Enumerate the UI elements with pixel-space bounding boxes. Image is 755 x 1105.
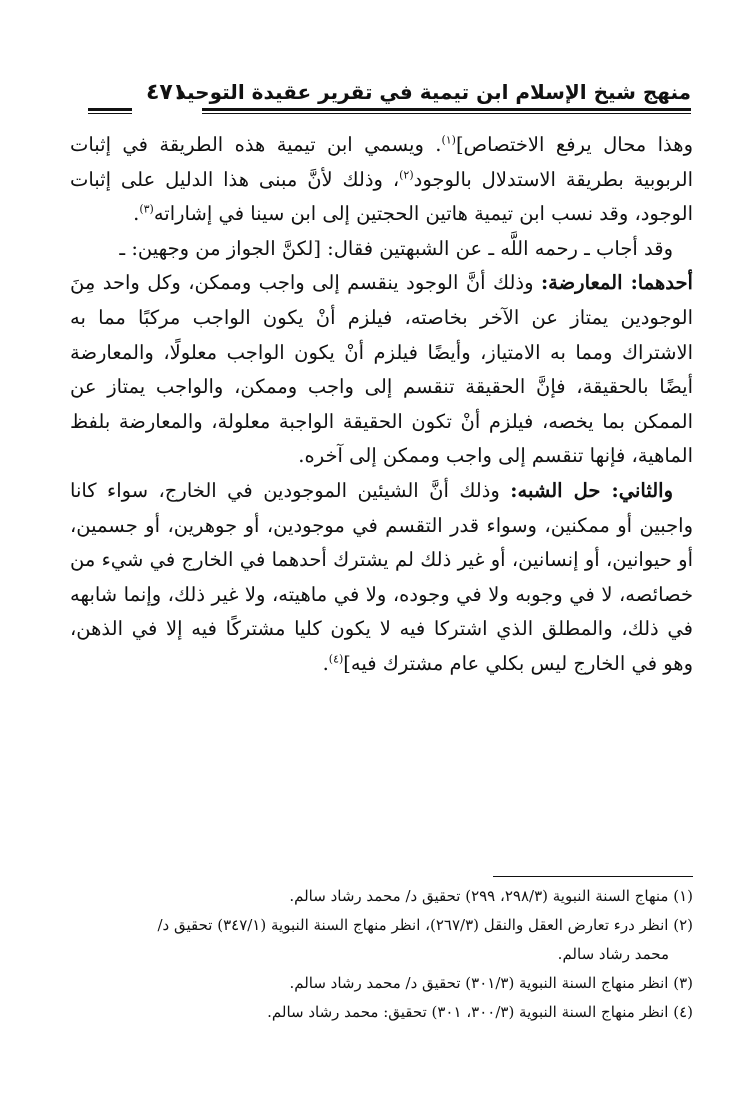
body-text [70,128,693,682]
footnote-2: (٢) انظر درء تعارض العقل والنقل (٢٦٧/٣)، انظر منهاج السنة النبوية (٣٤٧/١) تحقيق د/ [157,916,693,934]
paragraph-4-end: . [322,651,329,675]
paragraph-4 [70,474,693,682]
footnote-ref-2: (٢) [399,168,414,182]
running-header [88,80,691,120]
footnote-3: (٣) انظر منهاج السنة النبوية (٣٠١/٣) تحقيق د/ محمد رشاد سالم. [289,974,693,992]
footnote-ref-3: (٣) [139,202,154,216]
paragraph-3-lead: أحدهما: المعارضة: [540,271,693,295]
footnote-separator [493,876,693,877]
page-number: ٤٧١ [146,80,187,105]
footnote-ref-1: (١) [441,133,456,147]
footnote-1: (١) منهاج السنة النبوية (٢٩٨/٣، ٢٩٩) تحقيق د/ محمد رشاد سالم. [289,887,693,905]
footnote-2-continuation: محمد رشاد سالم. [557,945,669,963]
paragraph-1-text-2: . ويسمي ابن تيمية هذه الطريقة في إثبات الربوبية بطريقة الاستدلال بالوجود [70,133,693,191]
paragraph-3 [70,266,693,474]
paragraph-1-text-4: . [133,202,140,226]
header-title: منهج شيخ الإسلام ابن تيمية في تقرير عقيدة التوحيد [175,80,691,104]
header-rule-gap [132,105,202,117]
paragraph-1 [70,128,693,232]
footnote-4: (٤) انظر منهاج السنة النبوية (٣٠٠/٣، ٣٠١) تحقيق: محمد رشاد سالم. [267,1003,693,1021]
paragraph-3-text: وذلك أنَّ الوجود ينقسم إلى واجب وممكن، وكل واحد مِنَ الوجودين يمتاز عن الآخر بخاصته، فيلزم أنْ يكون الواجب مركبًا مما به الاشتراك ومما به الامتياز، وأيضًا فيلزم أنْ يكون الواجب معلولًا، والمعارضة أيضًا بالحقيقة، فإنَّ الحقيقة تنقسم إلى واجب وممكن، والواجب يمتاز عن الممكن بما يخصه، فيلزم أنْ تكون الحقيقة الواجبة معلولة، والمعارضة بلفظ الماهية، فإنها تنقسم إلى واجب وممكن إلى آخره. [70,271,693,468]
paragraph-1-text-3: ، وذلك لأنَّ مبنى هذا الدليل على إثبات الوجود، وقد نسب ابن تيمية هاتين الحجتين إلى ابن سينا في إشاراته [70,167,693,226]
paragraph-2: وقد أجاب ـ رحمه اللَّه ـ عن الشبهتين فقال: [لكنَّ الجواز من وجهين: ـ [119,236,673,260]
footnotes [70,882,693,1027]
paragraph-1-text: وهذا محال يرفع الاختصاص] [455,133,693,156]
paragraph-4-text: وذلك أنَّ الشيئين الموجودين في الخارج، سواء كانا واجبين أو ممكنين، وسواء قدر التقسم في موجودين، أو جوهرين، أو جسمين، أو حيوانين، أو إنسانين، أو غير ذلك لم يشترك أحدهما في الخارج في شيء من خصائصه، لا في وجوبه ولا في وجوده، ولا في ماهيته، ولا غير ذلك، وإنما شابهه في ذلك، والمطلق الذي اشتركا فيه لا يكون كليا مشتركًا فيه إلا في الذهن، وهو في الخارج ليس بكلي عام مشترك فيه] [70,478,693,675]
paragraph-4-lead: والثاني: حل الشبه: [510,478,673,502]
footnote-ref-4: (٤) [328,652,344,666]
